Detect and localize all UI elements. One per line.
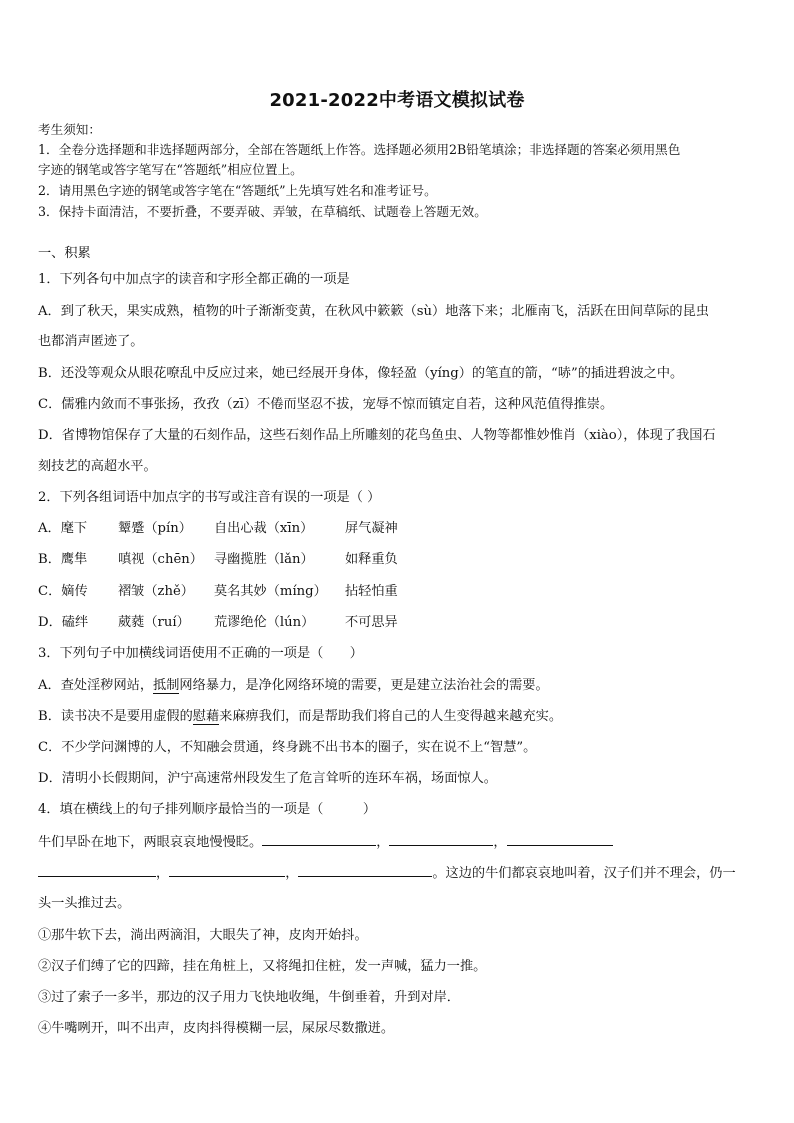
underlined-word: 抵制: [153, 678, 180, 693]
question-2-stem: 2．下列各组词语中加点字的书写或注音有误的一项是（ ）: [38, 490, 381, 505]
underlined-word: 慰藉: [192, 709, 220, 724]
option-word: B．鹰隼: [38, 552, 88, 567]
comma: ，: [376, 835, 390, 850]
option-word: 寻幽揽胜（lǎn）: [214, 552, 314, 567]
question-3-option-b: [38, 709, 562, 725]
option-text: 来麻痹我们，而是帮助我们将自己的人生变得越来越充实。: [219, 709, 563, 724]
question-1-option-d: D．省博物馆保存了大量的石刻作品，这些石刻作品上所雕刻的花鸟鱼虫、人物等都惟妙惟肖（xiào），体现了我国石: [38, 428, 716, 443]
passage-text: 。这边的牛们都哀哀地叫着，汉子们并不理会，仍一: [432, 866, 736, 881]
option-word: A．麾下: [38, 521, 88, 536]
option-word: 不可思异: [345, 615, 398, 630]
fill-blank: [262, 833, 376, 846]
option-word: C．嫡传: [38, 584, 88, 599]
question-4-passage-line-3: 头一头推过去。: [38, 896, 131, 911]
option-word: 自出心裁（xīn）: [214, 521, 314, 536]
question-1-option-d-cont: 刻技艺的高超水平。: [38, 459, 157, 474]
option-word: 如释重负: [345, 552, 398, 567]
fill-blank: [389, 833, 493, 846]
question-4-passage-line-2: [38, 864, 736, 882]
question-3-stem: 3．下列句子中加横线词语使用不正确的一项是（ ）: [38, 646, 363, 661]
option-text: 网络暴力，是净化网络环境的需要，更是建立法治社会的需要。: [179, 678, 549, 693]
question-3-option-c: C．不少学问渊博的人，不知融会贯通，终身跳不出书本的圈子，实在说不上“智慧”。: [38, 740, 537, 755]
question-4-item-1: ①那牛软下去，淌出两滴泪，大眼失了神，皮肉开始抖。: [38, 928, 368, 943]
question-1-stem: 1．下列各句中加点字的读音和字形全都正确的一项是: [38, 272, 350, 287]
notice-item: 1．全卷分选择题和非选择题两部分，全部在答题纸上作答。选择题必须用2B铅笔填涂；非选择题的答案必须用黑色: [38, 142, 681, 157]
question-1-option-c: C．儒雅内敛而不事张扬，孜孜（zī）不倦而坚忍不拔，宠辱不惊而镇定自若，这种风范值得推崇。: [38, 397, 614, 412]
option-word: 荒谬绝伦（lún）: [214, 615, 315, 630]
question-4-item-4: ④牛嘴咧开，叫不出声，皮肉抖得模糊一层，屎尿尽数撒迸。: [38, 1021, 395, 1036]
option-word: 嗔视（chēn）: [118, 552, 203, 567]
option-text: A．查处淫秽网站，: [38, 678, 154, 693]
comma: ，: [493, 835, 507, 850]
question-1-option-b: B．还没等观众从眼花嘹乱中反应过来，她已经展开身体，像轻盈（yíng）的笔直的箭，“哧”的插进碧波之中。: [38, 366, 684, 381]
option-word: 葳蕤（ruí）: [118, 615, 190, 630]
question-2-option-b: [38, 552, 398, 568]
question-2-option-a: [38, 521, 398, 537]
question-3-option-d: D．清明小长假期间，沪宁高速常州段发生了危言耸听的连环车祸，场面惊人。: [38, 771, 497, 786]
comma: ，: [156, 866, 170, 881]
question-4-item-3: ③过了索子一多半，那边的汉子用力飞快地收绳，牛倒垂着，升到对岸．: [38, 990, 460, 1005]
question-2-option-c: [38, 584, 398, 600]
option-text: B．读书决不是要用虚假的: [38, 709, 193, 724]
passage-text: 牛们早卧在地下，两眼哀哀地慢慢眨。: [38, 835, 263, 850]
comma: ，: [285, 866, 299, 881]
notice-item: 2．请用黑色字迹的钢笔或答字笔在“答题纸”上先填写姓名和准考证号。: [38, 183, 437, 198]
section-heading: 一、积累: [38, 246, 91, 261]
option-word: 莫名其妙（míng）: [214, 584, 327, 599]
question-4-item-2: ②汉子们缚了它的四蹄，挂在角桩上，又将绳扣住桩，发一声喊，猛力一推。: [38, 959, 487, 974]
question-4-stem: 4．填在横线上的句子排列顺序最恰当的一项是（ ）: [38, 802, 377, 817]
notice-item: 3．保持卡面清洁，不要折叠，不要弄破、弄皱，在草稿纸、试题卷上答题无效。: [38, 204, 487, 219]
notice-heading: 考生须知：: [38, 122, 101, 137]
page-title: 2021-2022中考语文模拟试卷: [269, 90, 525, 111]
option-word: 拈轻怕重: [345, 584, 398, 599]
option-word: 褶皱（zhě）: [118, 584, 194, 599]
question-1-option-a: A．到了秋天，果实成熟，植物的叶子渐渐变黄，在秋风中簌簌（sù）地落下来；北雁南飞，活跃在田间草际的昆虫: [38, 304, 709, 319]
question-3-option-a: [38, 678, 549, 694]
option-word: 屏气凝神: [345, 521, 398, 536]
fill-blank: [169, 864, 285, 877]
option-word: 颦蹙（pín）: [118, 521, 192, 536]
option-word: D．磕绊: [38, 615, 89, 630]
question-4-passage-line-1: [38, 833, 613, 851]
question-1-option-a-cont: 也都消声匿迹了。: [38, 334, 144, 349]
fill-blank: [38, 864, 156, 877]
fill-blank: [507, 833, 613, 846]
question-2-option-d: [38, 615, 398, 631]
fill-blank: [298, 864, 432, 877]
notice-item: 字迹的钢笔或答字笔写在“答题纸”相应位置上。: [38, 162, 303, 177]
